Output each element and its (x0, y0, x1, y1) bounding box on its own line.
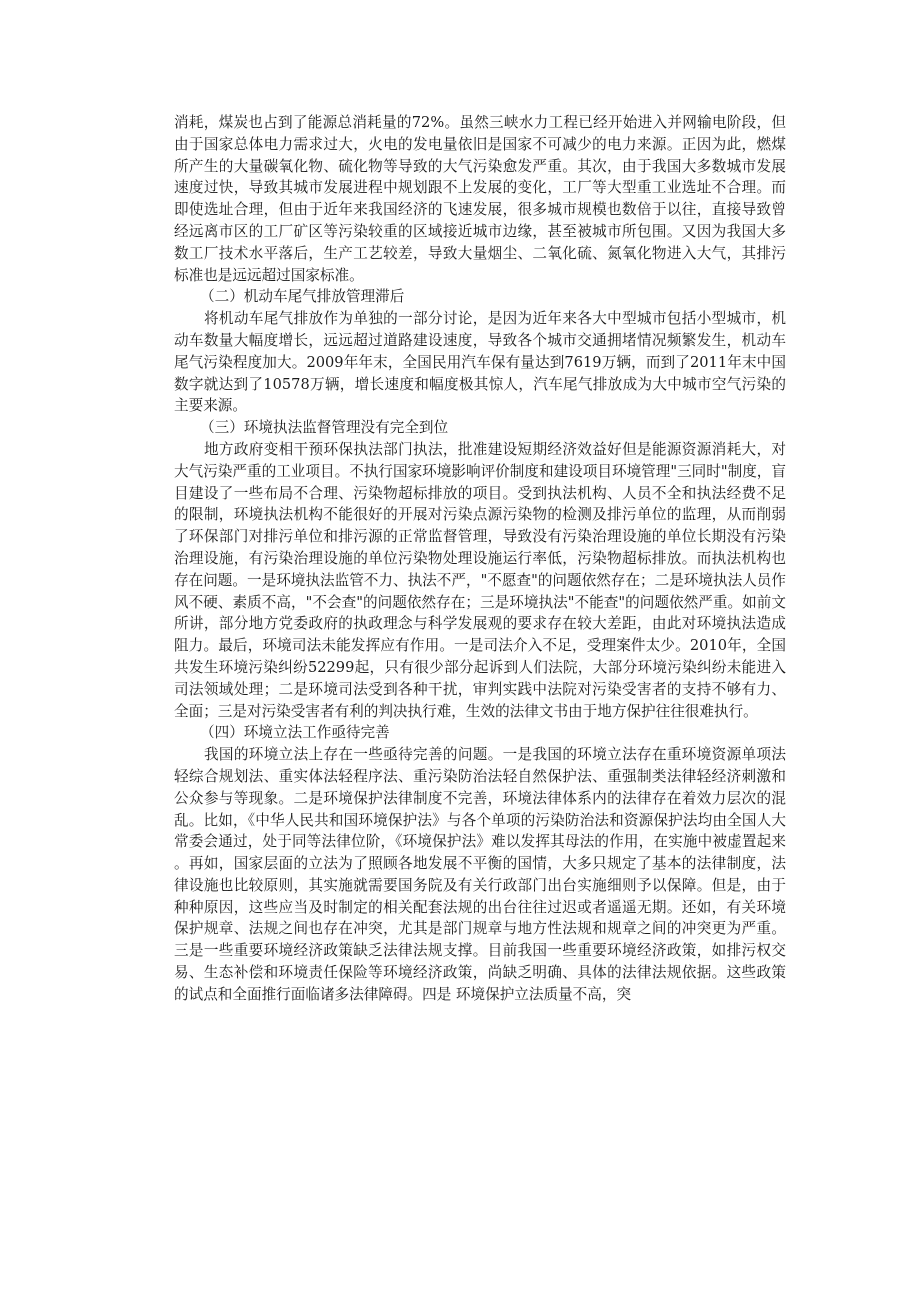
section-heading-legislation: （四）环境立法工作亟待完善 (200, 724, 390, 742)
paragraph-enforcement: 地方政府变相干预环保执法部门执法，批准建设短期经济效益好但是能源资源消耗大，对大气污染严重的工业项目。不执行国家环境影响评价制度和建设项目环境管理"三同时"制度，盲目建设了一些布局不合理、污染物超标排放的项目。受到执法机构、人员不全和执法经费不足的限制，环境执法机构不能很好的开展对污染点源污染物的检测及排污单位的监理，从而削弱了环保部门对排污单位和排污源的正常监督管理，导致没有污染治理设施的单位长期没有污染治理设施，有污染治理设施的单位污染物处理设施运行率低，污染物超标排放。而执法机构也存在问题。一是环境执法监管不力、执法不严，"不愿查"的问题依然存在；二是环境执法人员作风不硬、素质不高，"不会查"的问题依然存在；三是环境执法"不能查"的问题依然严重。如前文所讲，部分地方党委政府的执政理念与科学发展观的要求存在较大差距，由此对环境执法造成阻力。最后，环境司法未能发挥应有作用。一是司法介入不足，受理案件太少。2010年，全国共发生环境污染纠纷52299起，只有很少部分起诉到人们法院，大部分环境污染纠纷未能进入司法领域处理；二是环境司法受到各种干扰，审判实践中法院对污染受害者的支持不够有力、全面；三是对污染受害者有利的判决执行难，生效的法律文书由于地方保护往往很难执行。 (174, 440, 786, 720)
paragraph-energy-consumption: 消耗，煤炭也占到了能源总消耗量的72%。虽然三峡水力工程已经开始进入并网输电阶段，但由于国家总体电力需求过大，火电的发电量依旧是国家不可减少的电力来源。正因为此，燃煤所产生的大量碳氧化物、硫化物等导致的大气污染愈发严重。其次，由于我国大多数城市发展速度过快，导致其城市发展进程中规划跟不上发展的变化，工厂等大型重工业选址不合理。而即使选址合理，但由于近年来我国经济的飞速发展，很多城市规模也数倍于以往，直接导致曾经远离市区的工厂矿区等污染较重的区域接近城市边缘，甚至被城市所包围。又因为我国大多数工厂技术水平落后，生产工艺较差，导致大量烟尘、二氧化硫、氮氧化物进入大气，其排污标准也是远远超过国家标准。 (174, 114, 786, 284)
paragraph-vehicle-emissions: 将机动车尾气排放作为单独的一部分讨论，是因为近年来各大中型城市包括小型城市，机动车数量大幅度增长，远远超过道路建设速度，导致各个城市交通拥堵情况频繁发生，机动车尾气污染程度加大。2009年年末，全国民用汽车保有量达到7619万辆，而到了2011年末中国数字就达到了10578万辆，增长速度和幅度极其惊人，汽车尾气排放成为大中城市空气污染的主要来源。 (174, 310, 786, 415)
document-body (174, 112, 786, 1006)
section-heading-enforcement: （三）环境执法监督管理没有完全到位 (200, 419, 449, 437)
section-heading-vehicle-emissions: （二）机动车尾气排放管理滞后 (200, 288, 405, 306)
paragraph-legislation: 我国的环境立法上存在一些亟待完善的问题。一是我国的环境立法存在重环境资源单项法轻综合规划法、重实体法轻程序法、重污染防治法轻自然保护法、重强制类法律轻经济刺激和公众参与等现象。二是环境保护法律制度不完善，环境法律体系内的法律存在着效力层次的混乱。比如，《中华人民共和国环境保护法》与各个单项的污染防治法和资源保护法均由全国人大常委会通过，处于同等法律位阶，《环境保护法》难以发挥其母法的作用，在实施中被虚置起来。再如，国家层面的立法为了照顾各地发展不平衡的国情，大多只规定了基本的法律制度，法律设施也比较原则，其实施就需要国务院及有关行政部门出台实施细则予以保障。但是，由于种种原因，这些应当及时制定的相关配套法规的出台往往过迟或者遥遥无期。还如，有关环境保护规章、法规之间也存在冲突，尤其是部门规章与地方性法规和规章之间的冲突更为严重。三是一些重要环境经济政策缺乏法律法规支撑。目前我国一些重要环境经济政策，如排污权交易、生态补偿和环境责任保险等环境经济政策，尚缺乏明确、具体的法律法规依据。这些政策的试点和全面推行面临诸多法律障碍。四是 环境保护立法质量不高，突 (174, 746, 786, 1003)
